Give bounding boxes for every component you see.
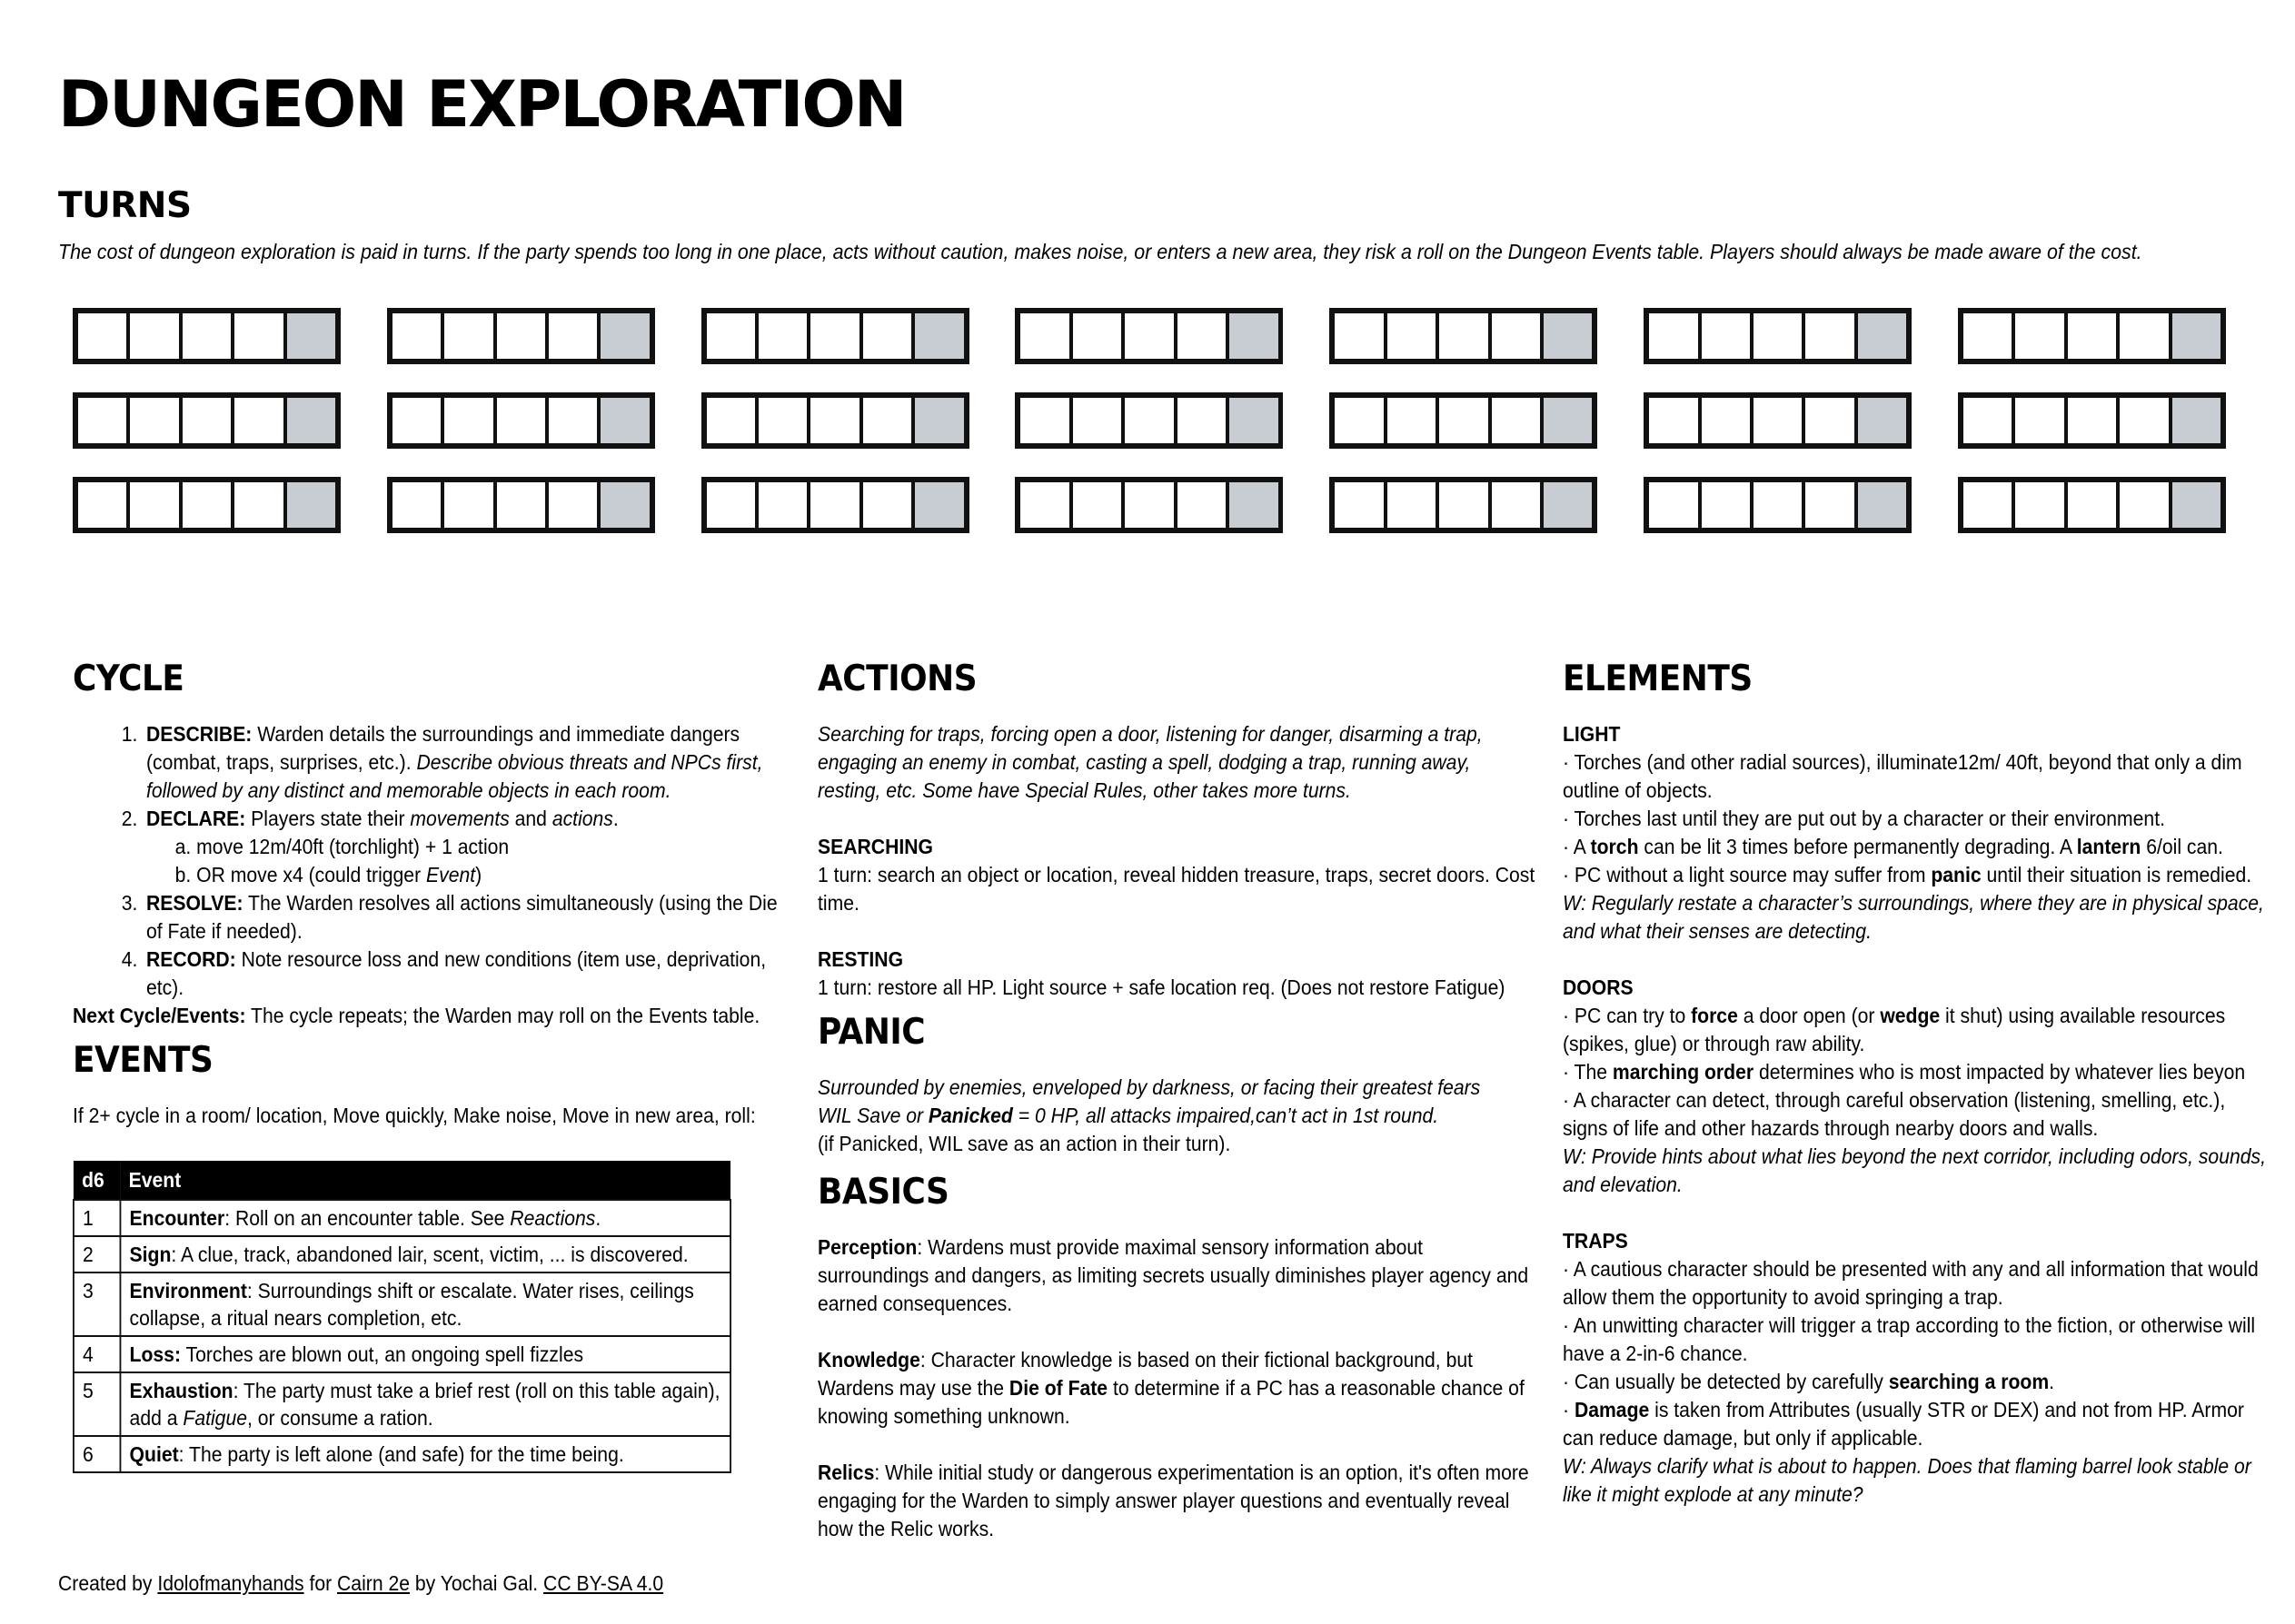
turn-box[interactable]: [2068, 398, 2120, 443]
turn-box[interactable]: [1073, 398, 1125, 443]
turn-box[interactable]: [444, 313, 496, 359]
turn-box[interactable]: [1335, 398, 1386, 443]
event-description: Quiet: The party is left alone (and safe) for the time being.: [120, 1436, 730, 1472]
turn-box[interactable]: [707, 482, 759, 528]
basics-heading: BASICS: [818, 1172, 949, 1213]
cycle-step: 4. RECORD: Note resource loss and new conditions (item use, deprivation, etc).: [143, 946, 791, 1002]
turn-box[interactable]: [1439, 482, 1491, 528]
doors-rule: · The marching order determines who is most impacted by whatever lies beyon: [1563, 1060, 2246, 1084]
traps-rule: · An unwitting character will trigger a trap according to the fiction, or otherwise will have a 2-in-6 chance.: [1563, 1313, 2256, 1365]
table-row: [74, 1372, 730, 1436]
roll-number: 2: [74, 1236, 121, 1272]
turn-box[interactable]: [1492, 482, 1544, 528]
turn-box[interactable]: [2068, 482, 2120, 528]
turn-box[interactable]: [1020, 313, 1072, 359]
turn-box-event[interactable]: [287, 398, 335, 443]
turn-box[interactable]: [1702, 482, 1754, 528]
turn-box[interactable]: [1387, 313, 1439, 359]
turn-box[interactable]: [759, 398, 810, 443]
turn-box[interactable]: [1073, 313, 1125, 359]
turn-box-event[interactable]: [1858, 313, 1906, 359]
turn-box[interactable]: [1073, 482, 1125, 528]
searching-text: 1 turn: search an object or location, reveal hidden treasure, traps, secret doors. Cost time.: [818, 863, 1535, 915]
turn-box-event[interactable]: [601, 313, 649, 359]
turn-box[interactable]: [1702, 313, 1754, 359]
traps-rule: · A cautious character should be presented with any and all information that would allow them the opportunity to avoid springing a trap.: [1563, 1257, 2259, 1309]
game-link[interactable]: Cairn 2e: [337, 1571, 411, 1595]
turn-tracker: [1644, 477, 1912, 533]
turns-description: The cost of dungeon exploration is paid in turns. If the party spends too long in one place, acts without caution, makes noise, or enters a new area, they risk a roll on the Dungeon Events table. Players should always be made aware of the cost.: [58, 240, 2142, 263]
turn-tracker: [1329, 308, 1597, 364]
table-row: [74, 1436, 730, 1472]
turn-box-event[interactable]: [287, 313, 335, 359]
turn-box[interactable]: [2015, 313, 2067, 359]
turn-box-event[interactable]: [2172, 482, 2220, 528]
roll-number: 4: [74, 1336, 121, 1372]
turn-box[interactable]: [234, 482, 286, 528]
turn-box[interactable]: [1649, 313, 1701, 359]
turn-box[interactable]: [444, 482, 496, 528]
turn-box[interactable]: [183, 482, 234, 528]
light-rule: · Torches (and other radial sources), illuminate12m/ 40ft, beyond that only a dim outline of objects.: [1563, 750, 2242, 802]
turn-tracker: [1329, 477, 1597, 533]
turn-box[interactable]: [2015, 482, 2067, 528]
turn-box[interactable]: [1754, 313, 1805, 359]
turns-heading: TURNS: [58, 185, 192, 226]
turn-box[interactable]: [183, 313, 234, 359]
turn-box[interactable]: [1335, 313, 1386, 359]
turn-box-event[interactable]: [915, 482, 963, 528]
turn-box-event[interactable]: [1544, 482, 1592, 528]
license-link[interactable]: CC BY-SA 4.0: [543, 1571, 664, 1595]
turn-tracker: [701, 477, 969, 533]
traps-warden-note: W: Always clarify what is about to happen. Does that flaming barrel look stable or like it might explode at any minute?: [1563, 1454, 2251, 1506]
turn-box[interactable]: [863, 398, 915, 443]
turn-box[interactable]: [1805, 398, 1857, 443]
turn-box[interactable]: [810, 482, 862, 528]
turn-tracker: [1958, 392, 2226, 449]
light-heading: LIGHT: [1563, 722, 1621, 746]
cycle-heading: CYCLE: [73, 659, 184, 699]
footer-credits: Created by Idolofmanyhands for Cairn 2e by Yochai Gal. CC BY-SA 4.0: [58, 1571, 664, 1595]
turn-box[interactable]: [1492, 398, 1544, 443]
event-description: Exhaustion: The party must take a brief rest (roll on this table again), add a Fatigue, or consume a ration.: [120, 1372, 730, 1436]
turn-box[interactable]: [1963, 398, 2015, 443]
table-header: d6: [74, 1161, 121, 1200]
light-rule: · Torches last until they are put out by a character or their environment.: [1563, 807, 2165, 830]
turn-box[interactable]: [2120, 398, 2171, 443]
turn-box-event[interactable]: [1544, 398, 1592, 443]
doors-heading: DOORS: [1563, 975, 1634, 999]
table-header: Event: [120, 1161, 730, 1200]
turn-tracker: [1015, 392, 1283, 449]
turn-box[interactable]: [1754, 398, 1805, 443]
turn-box[interactable]: [392, 482, 444, 528]
turn-box[interactable]: [759, 482, 810, 528]
event-description: Loss: Torches are blown out, an ongoing spell fizzles: [120, 1336, 730, 1372]
turn-box[interactable]: [2120, 482, 2171, 528]
light-rule: · PC without a light source may suffer from panic until their situation is remedied.: [1563, 863, 2252, 886]
turn-box[interactable]: [759, 313, 810, 359]
middle-column: [818, 661, 1545, 1543]
turn-box[interactable]: [78, 313, 130, 359]
light-warden-note: W: Regularly restate a character’s surroundings, where they are in physical space, and what their senses are detecting.: [1563, 891, 2264, 943]
turn-box[interactable]: [2015, 398, 2067, 443]
turn-box[interactable]: [183, 398, 234, 443]
actions-heading: ACTIONS: [818, 659, 978, 699]
resting-heading: RESTING: [818, 947, 904, 971]
turn-box[interactable]: [1963, 482, 2015, 528]
panic-heading: PANIC: [818, 1012, 926, 1053]
turn-box[interactable]: [1702, 398, 1754, 443]
turn-box[interactable]: [1125, 313, 1177, 359]
event-description: Environment: Surroundings shift or escalate. Water rises, ceilings collapse, a ritual nears completion, etc.: [120, 1272, 730, 1336]
traps-rule: · Damage is taken from Attributes (usually STR or DEX) and not from HP. Armor can reduce damage, but only if applicable.: [1563, 1398, 2244, 1450]
events-intro: If 2+ cycle in a room/ location, Move quickly, Make noise, Move in new area, roll:: [73, 1104, 756, 1127]
turn-box[interactable]: [1177, 398, 1229, 443]
turn-box[interactable]: [863, 482, 915, 528]
author-link[interactable]: Idolofmanyhands: [157, 1571, 304, 1595]
events-table: [73, 1161, 731, 1473]
knowledge-text: Knowledge: Character knowledge is based on their fictional background, but Wardens may use the Die of Fate to determine if a PC has a reasonable chance of knowing something unknown.: [818, 1348, 1525, 1428]
turn-box[interactable]: [1177, 313, 1229, 359]
turn-tracker: [701, 392, 969, 449]
turn-box[interactable]: [549, 313, 601, 359]
turn-box[interactable]: [2068, 313, 2120, 359]
turn-box-event[interactable]: [287, 482, 335, 528]
turn-tracker: [73, 308, 341, 364]
turn-box[interactable]: [549, 482, 601, 528]
declare-options: [146, 833, 791, 889]
event-description: Encounter: Roll on an encounter table. See Reactions.: [120, 1200, 730, 1236]
turn-box[interactable]: [392, 398, 444, 443]
doors-rule: · PC can try to force a door open (or wedge it shut) using available resources (spikes, glue) or through raw ability.: [1563, 1004, 2226, 1055]
cycle-step: 1. DESCRIBE: Warden details the surroundings and immediate dangers (combat, traps, surprises, etc.). Describe obvious threats and NPCs first, followed by any distinct and memorable objects in each room.: [143, 720, 791, 805]
perception-text: Perception: Wardens must provide maximal sensory information about surroundings and dangers, as limiting secrets usually diminishes player agency and earned consequences.: [818, 1235, 1529, 1315]
resting-text: 1 turn: restore all HP. Light source + safe location req. (Does not restore Fatigue): [818, 975, 1505, 999]
turn-box-event[interactable]: [1858, 482, 1906, 528]
cycle-step: 2. DECLARE: Players state their movements and actions. a. move 12m/40ft (torchlight) + 1 action b. OR move x4 (could trigger Event): [143, 805, 791, 889]
turn-box[interactable]: [1439, 313, 1491, 359]
relics-text: Relics: While initial study or dangerous experimentation is an option, it's often more engaging for the Warden to simply answer player questions and eventually reveal how the Relic works.: [818, 1461, 1529, 1540]
searching-heading: SEARCHING: [818, 835, 933, 858]
turn-tracker: [1644, 392, 1912, 449]
turn-box[interactable]: [810, 398, 862, 443]
turn-tracker: [1958, 477, 2226, 533]
turn-box[interactable]: [1125, 398, 1177, 443]
turn-box-event[interactable]: [2172, 313, 2220, 359]
turn-box[interactable]: [1020, 398, 1072, 443]
turn-box-event[interactable]: [2172, 398, 2220, 443]
turn-box[interactable]: [392, 313, 444, 359]
roll-number: 3: [74, 1272, 121, 1336]
roll-number: 5: [74, 1372, 121, 1436]
declare-option: a. move 12m/40ft (torchlight) + 1 action: [196, 833, 791, 861]
turn-box[interactable]: [863, 313, 915, 359]
roll-number: 1: [74, 1200, 121, 1236]
turn-box[interactable]: [810, 313, 862, 359]
doors-warden-note: W: Provide hints about what lies beyond the next corridor, including odors, sounds, and elevation.: [1563, 1144, 2266, 1196]
cycle-steps: [73, 720, 791, 1002]
turn-box[interactable]: [130, 398, 182, 443]
roll-number: 6: [74, 1436, 121, 1472]
turn-tracker: [387, 477, 655, 533]
turn-box-event[interactable]: [1229, 398, 1277, 443]
tracker-row: [73, 308, 2226, 364]
turn-box[interactable]: [234, 398, 286, 443]
next-cycle: Next Cycle/Events: The cycle repeats; the Warden may roll on the Events table.: [73, 1004, 760, 1027]
turn-tracker: [73, 477, 341, 533]
actions-intro: Searching for traps, forcing open a door, listening for danger, disarming a trap, engaging an enemy in combat, casting a spell, dodging a trap, running away, resting, etc. Some have Special Rules, other takes more turns.: [818, 722, 1483, 802]
turn-box[interactable]: [549, 398, 601, 443]
doors-rule: · A character can detect, through careful observation (listening, smelling, etc.), signs of life and other hazards through nearby doors and walls.: [1563, 1088, 2226, 1140]
table-row: [74, 1236, 730, 1272]
turn-box[interactable]: [1649, 398, 1701, 443]
event-description: Sign: A clue, track, abandoned lair, scent, victim, ... is discovered.: [120, 1236, 730, 1272]
turn-box[interactable]: [1492, 313, 1544, 359]
turn-tracker: [1958, 308, 2226, 364]
turn-box-event[interactable]: [1858, 398, 1906, 443]
turn-box[interactable]: [1805, 313, 1857, 359]
tracker-row: [73, 477, 2226, 533]
turn-box-event[interactable]: [1544, 313, 1592, 359]
turn-tracker: [1015, 477, 1283, 533]
turn-box[interactable]: [1963, 313, 2015, 359]
light-rule: · A torch can be lit 3 times before permanently degrading. A lantern 6/oil can.: [1563, 835, 2223, 858]
turn-box-event[interactable]: [915, 398, 963, 443]
turn-trackers: [73, 308, 2226, 561]
turn-tracker: [73, 392, 341, 449]
turn-box[interactable]: [1754, 482, 1805, 528]
turn-box[interactable]: [1649, 482, 1701, 528]
turn-box[interactable]: [234, 313, 286, 359]
turn-box[interactable]: [1805, 482, 1857, 528]
events-heading: EVENTS: [73, 1040, 214, 1081]
turn-box[interactable]: [1335, 482, 1386, 528]
turn-box[interactable]: [1020, 482, 1072, 528]
turn-box-event[interactable]: [601, 398, 649, 443]
turn-box[interactable]: [444, 398, 496, 443]
turn-box[interactable]: [1439, 398, 1491, 443]
turn-tracker: [1329, 392, 1597, 449]
turn-box[interactable]: [1125, 482, 1177, 528]
turn-box[interactable]: [1387, 398, 1439, 443]
turn-box-event[interactable]: [601, 482, 649, 528]
left-column: [73, 661, 800, 1473]
turn-tracker: [701, 308, 969, 364]
table-row: [74, 1336, 730, 1372]
turn-box[interactable]: [78, 482, 130, 528]
declare-option: b. OR move x4 (could trigger Event): [196, 861, 791, 889]
turn-box[interactable]: [78, 398, 130, 443]
table-row: [74, 1272, 730, 1336]
turn-box[interactable]: [130, 482, 182, 528]
turn-box-event[interactable]: [1229, 313, 1277, 359]
turn-tracker: [1644, 308, 1912, 364]
right-column: [1563, 661, 2271, 1509]
traps-heading: TRAPS: [1563, 1229, 1628, 1253]
tracker-row: [73, 392, 2226, 449]
turn-box[interactable]: [1387, 482, 1439, 528]
turn-box-event[interactable]: [1229, 482, 1277, 528]
traps-rule: · Can usually be detected by carefully searching a room.: [1563, 1370, 2055, 1393]
turn-box-event[interactable]: [915, 313, 963, 359]
elements-heading: ELEMENTS: [1563, 659, 1753, 699]
turn-box[interactable]: [2120, 313, 2171, 359]
turn-tracker: [1015, 308, 1283, 364]
turn-box[interactable]: [707, 398, 759, 443]
turn-box[interactable]: [497, 482, 549, 528]
turn-tracker: [387, 308, 655, 364]
turn-box[interactable]: [707, 313, 759, 359]
turn-box[interactable]: [130, 313, 182, 359]
turn-box[interactable]: [497, 398, 549, 443]
cycle-step: 3. RESOLVE: The Warden resolves all actions simultaneously (using the Die of Fate if needed).: [143, 889, 791, 946]
panic-text: Surrounded by enemies, enveloped by darkness, or facing their greatest fears WIL Save or Panicked = 0 HP, all attacks impaired,can’t act in 1st round. (if Panicked, WIL save as an action in their turn).: [818, 1075, 1481, 1155]
turn-box[interactable]: [497, 313, 549, 359]
page-title: DUNGEON EXPLORATION: [58, 67, 906, 142]
table-row: [74, 1200, 730, 1236]
turn-tracker: [387, 392, 655, 449]
turn-box[interactable]: [1177, 482, 1229, 528]
